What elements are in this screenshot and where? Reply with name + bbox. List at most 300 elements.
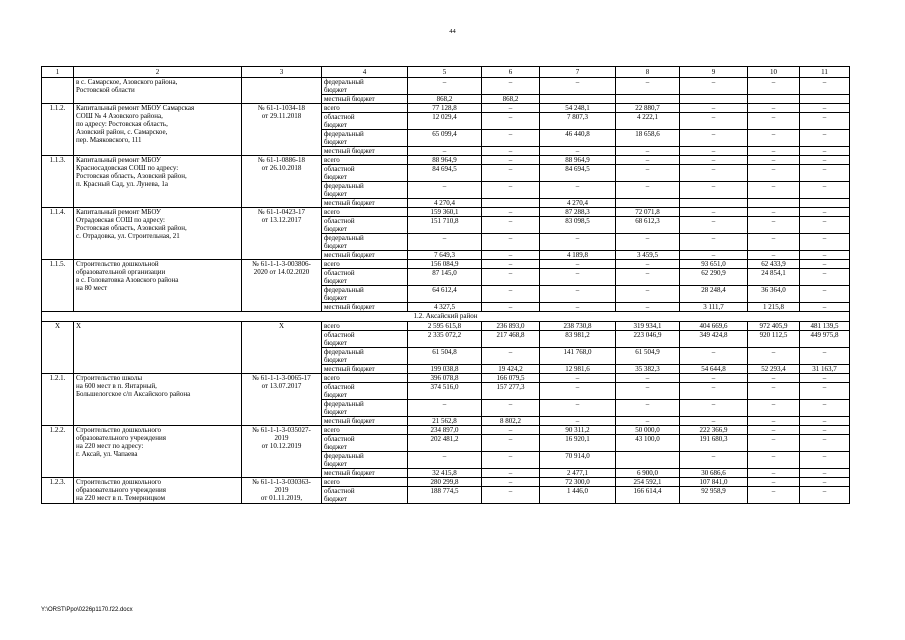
amount-cell: 31 163,7	[800, 365, 850, 374]
amount-cell: –	[540, 269, 616, 286]
amount-cell: –	[748, 156, 800, 165]
funding-source: местный бюджет	[322, 251, 408, 260]
amount-cell: –	[482, 469, 540, 478]
amount-cell: –	[540, 417, 616, 426]
table-row	[42, 104, 850, 113]
amount-cell: 90 311,2	[540, 426, 616, 435]
funding-source: федеральный бюджет	[322, 400, 408, 417]
amount-cell: –	[680, 78, 748, 95]
amount-cell: 166 079,5	[482, 374, 540, 383]
amount-cell: –	[748, 234, 800, 251]
amount-cell: –	[800, 156, 850, 165]
amount-cell: –	[540, 260, 616, 269]
amount-cell: 4 270,4	[540, 199, 616, 208]
amount-cell: 280 299,8	[408, 478, 482, 487]
amount-cell: 77 128,8	[408, 104, 482, 113]
item-number	[42, 78, 74, 104]
amount-cell: 159 360,1	[408, 208, 482, 217]
item-document	[242, 78, 322, 104]
table-row	[42, 78, 850, 95]
amount-cell: 32 415,8	[408, 469, 482, 478]
amount-cell: 83 981,2	[540, 331, 616, 348]
amount-cell: –	[482, 251, 540, 260]
section-title: 1.2. Аксайский район	[42, 312, 850, 322]
amount-cell: –	[748, 383, 800, 400]
item-number: 1.1.4.	[42, 208, 74, 260]
amount-cell: 374 516,0	[408, 383, 482, 400]
column-header: 11	[800, 67, 850, 78]
item-document: № 61-1-1-3-003806- 2020 от 14.02.2020	[242, 260, 322, 312]
amount-cell: 64 612,4	[408, 286, 482, 303]
amount-cell: 62 290,9	[680, 269, 748, 286]
amount-cell: 7 649,3	[408, 251, 482, 260]
amount-cell: 3 111,7	[680, 303, 748, 312]
item-number: 1.1.3.	[42, 156, 74, 208]
amount-cell: –	[482, 78, 540, 95]
amount-cell: –	[748, 147, 800, 156]
amount-cell: 4 222,1	[616, 113, 680, 130]
item-document: № 61-1-1-3-035027- 2019 от 10.12.2019	[242, 426, 322, 478]
amount-cell: –	[482, 104, 540, 113]
amount-cell: 62 433,9	[748, 260, 800, 269]
amount-cell: 54 248,1	[540, 104, 616, 113]
amount-cell: –	[616, 417, 680, 426]
amount-cell: 920 112,5	[748, 331, 800, 348]
amount-cell: 92 958,9	[680, 487, 748, 504]
amount-cell: –	[616, 383, 680, 400]
item-document: № 61-1-1034-18 от 29.11.2018	[242, 104, 322, 156]
amount-cell: 30 686,6	[680, 469, 748, 478]
amount-cell: –	[482, 217, 540, 234]
amount-cell: –	[482, 260, 540, 269]
amount-cell: –	[482, 156, 540, 165]
amount-cell: –	[800, 165, 850, 182]
amount-cell: 46 440,8	[540, 130, 616, 147]
amount-cell: 6 900,0	[616, 469, 680, 478]
amount-cell	[748, 95, 800, 104]
amount-cell: 93 651,0	[680, 260, 748, 269]
amount-cell: –	[680, 348, 748, 365]
amount-cell: 21 562,8	[408, 417, 482, 426]
amount-cell: –	[800, 469, 850, 478]
amount-cell: 396 078,8	[408, 374, 482, 383]
amount-cell: –	[482, 182, 540, 199]
amount-cell: –	[482, 130, 540, 147]
amount-cell: –	[800, 487, 850, 504]
funding-source: всего	[322, 478, 408, 487]
amount-cell: –	[482, 487, 540, 504]
item-name: Капитальный ремонт МБОУ Красносадовская СОШ по адресу: Ростовская область, Азовский район, п. Красный Сад, ул. Лунева, 1а	[74, 156, 242, 208]
item-number: 1.2.3.	[42, 478, 74, 504]
amount-cell: –	[616, 400, 680, 417]
amount-cell: 22 880,7	[616, 104, 680, 113]
amount-cell: –	[408, 400, 482, 417]
funding-source: всего	[322, 156, 408, 165]
amount-cell: –	[748, 182, 800, 199]
amount-cell: 217 468,8	[482, 331, 540, 348]
amount-cell: –	[680, 452, 748, 469]
amount-cell: –	[482, 208, 540, 217]
amount-cell: 868,2	[482, 95, 540, 104]
amount-cell: 68 612,3	[616, 217, 680, 234]
table-row	[42, 156, 850, 165]
funding-source: федеральный бюджет	[322, 182, 408, 199]
amount-cell	[748, 199, 800, 208]
amount-cell: –	[540, 374, 616, 383]
amount-cell: –	[540, 383, 616, 400]
funding-source: областной бюджет	[322, 217, 408, 234]
amount-cell	[616, 452, 680, 469]
amount-cell: –	[680, 156, 748, 165]
amount-cell: –	[680, 417, 748, 426]
amount-cell: –	[800, 383, 850, 400]
amount-cell: –	[540, 286, 616, 303]
amount-cell: –	[680, 165, 748, 182]
amount-cell: –	[680, 208, 748, 217]
item-name: Капитальный ремонт МБОУ Отрадовская СОШ по адресу: Ростовская область, Азовский район, с. Отрадовка, ул. Строительная, 21	[74, 208, 242, 260]
budget-table	[41, 66, 850, 504]
item-document: № 61-1-1-3-030363- 2019 от 01.11.2019,	[242, 478, 322, 504]
amount-cell: –	[616, 147, 680, 156]
amount-cell: –	[482, 113, 540, 130]
amount-cell: –	[616, 156, 680, 165]
amount-cell: 24 854,1	[748, 269, 800, 286]
funding-source: всего	[322, 322, 408, 331]
amount-cell: 28 248,4	[680, 286, 748, 303]
amount-cell: 50 000,0	[616, 426, 680, 435]
amount-cell: 157 277,3	[482, 383, 540, 400]
funding-source: областной бюджет	[322, 113, 408, 130]
item-name: Строительство дошкольной образовательной организации в с. Головатовка Азовского района на 80 мест	[74, 260, 242, 312]
amount-cell: –	[680, 400, 748, 417]
item-name: Строительство дошкольного образовательного учреждения на 220 мест по адресу: г. Аксай, ул. Чапаева	[74, 426, 242, 478]
amount-cell: 202 481,2	[408, 435, 482, 452]
amount-cell: –	[748, 78, 800, 95]
amount-cell: –	[616, 234, 680, 251]
amount-cell: 156 084,9	[408, 260, 482, 269]
amount-cell: –	[482, 286, 540, 303]
amount-cell: –	[800, 260, 850, 269]
amount-cell: –	[680, 374, 748, 383]
amount-cell: 43 100,0	[616, 435, 680, 452]
item-document: № 61-1-1-3-0065-17 от 13.07.2017	[242, 374, 322, 426]
amount-cell: –	[800, 234, 850, 251]
page-number: 44	[449, 28, 456, 35]
amount-cell: 191 680,3	[680, 435, 748, 452]
amount-cell: –	[800, 426, 850, 435]
amount-cell: –	[800, 130, 850, 147]
amount-cell	[800, 199, 850, 208]
amount-cell: 349 424,8	[680, 331, 748, 348]
amount-cell: –	[408, 182, 482, 199]
amount-cell: –	[800, 435, 850, 452]
amount-cell: 88 964,9	[540, 156, 616, 165]
amount-cell: –	[748, 104, 800, 113]
amount-cell: 61 504,8	[408, 348, 482, 365]
funding-source: областной бюджет	[322, 269, 408, 286]
amount-cell: –	[680, 113, 748, 130]
amount-cell: 83 098,5	[540, 217, 616, 234]
amount-cell: –	[800, 113, 850, 130]
amount-cell: –	[748, 113, 800, 130]
funding-source: областной бюджет	[322, 435, 408, 452]
item-name: Строительство дошкольного образовательного учреждения на 220 мест в п. Темерницком	[74, 478, 242, 504]
amount-cell: 87 288,3	[540, 208, 616, 217]
amount-cell: –	[680, 251, 748, 260]
column-header: 2	[74, 67, 242, 78]
funding-source: областной бюджет	[322, 487, 408, 504]
amount-cell: –	[482, 400, 540, 417]
amount-cell: 3 459,5	[616, 251, 680, 260]
funding-source: местный бюджет	[322, 303, 408, 312]
amount-cell: 65 099,4	[408, 130, 482, 147]
amount-cell: –	[748, 374, 800, 383]
amount-cell: –	[748, 130, 800, 147]
amount-cell: –	[748, 165, 800, 182]
funding-source: местный бюджет	[322, 469, 408, 478]
amount-cell: –	[748, 452, 800, 469]
amount-cell: 238 730,8	[540, 322, 616, 331]
amount-cell: –	[408, 452, 482, 469]
amount-cell: –	[680, 383, 748, 400]
amount-cell: 1 215,8	[748, 303, 800, 312]
amount-cell	[680, 199, 748, 208]
amount-cell: –	[748, 426, 800, 435]
amount-cell	[616, 199, 680, 208]
funding-source: местный бюджет	[322, 199, 408, 208]
funding-source: федеральный бюджет	[322, 286, 408, 303]
funding-source: местный бюджет	[322, 147, 408, 156]
funding-source: федеральный бюджет	[322, 78, 408, 95]
item-number: Х	[42, 322, 74, 374]
amount-cell: 8 802,2	[482, 417, 540, 426]
amount-cell: 4 189,8	[540, 251, 616, 260]
funding-source: областной бюджет	[322, 383, 408, 400]
amount-cell: 236 893,0	[482, 322, 540, 331]
funding-source: федеральный бюджет	[322, 348, 408, 365]
amount-cell: –	[748, 348, 800, 365]
amount-cell: –	[482, 452, 540, 469]
amount-cell: –	[540, 234, 616, 251]
amount-cell: 54 644,8	[680, 365, 748, 374]
amount-cell: 12 029,4	[408, 113, 482, 130]
amount-cell: 188 774,5	[408, 487, 482, 504]
table-row	[42, 374, 850, 383]
column-header: 1	[42, 67, 74, 78]
amount-cell: –	[680, 130, 748, 147]
amount-cell: 12 981,6	[540, 365, 616, 374]
item-name: Х	[74, 322, 242, 374]
amount-cell: –	[748, 217, 800, 234]
amount-cell: –	[616, 165, 680, 182]
column-header: 4	[322, 67, 408, 78]
amount-cell: 7 807,3	[540, 113, 616, 130]
amount-cell: –	[748, 208, 800, 217]
amount-cell: 254 592,1	[616, 478, 680, 487]
funding-source: местный бюджет	[322, 95, 408, 104]
funding-source: местный бюджет	[322, 365, 408, 374]
amount-cell: 166 614,4	[616, 487, 680, 504]
amount-cell: 151 710,8	[408, 217, 482, 234]
amount-cell: –	[800, 269, 850, 286]
column-header: 8	[616, 67, 680, 78]
amount-cell: –	[800, 374, 850, 383]
amount-cell: –	[800, 286, 850, 303]
amount-cell: –	[482, 348, 540, 365]
amount-cell: 36 364,0	[748, 286, 800, 303]
amount-cell: –	[800, 217, 850, 234]
amount-cell: 84 694,5	[408, 165, 482, 182]
amount-cell: –	[800, 303, 850, 312]
amount-cell: –	[482, 234, 540, 251]
item-name: в с. Самарское, Азовского района, Ростовской области	[74, 78, 242, 104]
amount-cell: 87 145,0	[408, 269, 482, 286]
funding-source: областной бюджет	[322, 165, 408, 182]
amount-cell: –	[680, 217, 748, 234]
amount-cell: –	[748, 487, 800, 504]
item-document: № 61-1-0423-17 от 13.12.2017	[242, 208, 322, 260]
amount-cell: 72 300,0	[540, 478, 616, 487]
item-name: Капитальный ремонт МБОУ Самарская СОШ № 4 Азовского района, по адресу: Ростовская область, Азовский район, с. Самарское, пер. Маяковского, 111	[74, 104, 242, 156]
column-header: 6	[482, 67, 540, 78]
amount-cell: –	[482, 269, 540, 286]
amount-cell	[616, 95, 680, 104]
amount-cell: –	[800, 208, 850, 217]
amount-cell: –	[540, 182, 616, 199]
item-number: 1.2.1.	[42, 374, 74, 426]
amount-cell: 481 139,5	[800, 322, 850, 331]
amount-cell: 72 071,8	[616, 208, 680, 217]
amount-cell: –	[800, 348, 850, 365]
amount-cell: 61 504,9	[616, 348, 680, 365]
item-number: 1.1.5.	[42, 260, 74, 312]
amount-cell: –	[800, 182, 850, 199]
item-number: 1.2.2.	[42, 426, 74, 478]
amount-cell: –	[482, 303, 540, 312]
column-header: 3	[242, 67, 322, 78]
amount-cell: –	[616, 269, 680, 286]
amount-cell: –	[540, 400, 616, 417]
amount-cell: 18 658,6	[616, 130, 680, 147]
amount-cell: –	[408, 234, 482, 251]
amount-cell: –	[800, 104, 850, 113]
amount-cell: 1 446,0	[540, 487, 616, 504]
funding-source: всего	[322, 104, 408, 113]
amount-cell: –	[680, 234, 748, 251]
amount-cell: 107 841,0	[680, 478, 748, 487]
amount-cell: –	[748, 400, 800, 417]
amount-cell: –	[800, 400, 850, 417]
amount-cell: –	[680, 182, 748, 199]
amount-cell: –	[800, 417, 850, 426]
funding-source: всего	[322, 374, 408, 383]
amount-cell: –	[800, 147, 850, 156]
item-name: Строительство школы на 600 мест в п. Янтарный, Большелогское с/п Аксайского района	[74, 374, 242, 426]
amount-cell: –	[748, 417, 800, 426]
amount-cell: –	[748, 435, 800, 452]
amount-cell: –	[800, 452, 850, 469]
amount-cell: 2 477,1	[540, 469, 616, 478]
amount-cell: –	[748, 251, 800, 260]
amount-cell: 19 424,2	[482, 365, 540, 374]
funding-source: местный бюджет	[322, 417, 408, 426]
amount-cell: –	[800, 251, 850, 260]
amount-cell: –	[748, 469, 800, 478]
funding-source: всего	[322, 260, 408, 269]
amount-cell: –	[408, 78, 482, 95]
amount-cell: –	[616, 374, 680, 383]
amount-cell: –	[680, 104, 748, 113]
amount-cell: 234 897,0	[408, 426, 482, 435]
table-row	[42, 426, 850, 435]
amount-cell: 141 768,0	[540, 348, 616, 365]
table-row	[42, 322, 850, 331]
amount-cell: –	[540, 78, 616, 95]
amount-cell: –	[482, 478, 540, 487]
amount-cell: –	[540, 303, 616, 312]
item-number: 1.1.2.	[42, 104, 74, 156]
amount-cell: 16 920,1	[540, 435, 616, 452]
amount-cell: 4 327,5	[408, 303, 482, 312]
amount-cell: 4 270,4	[408, 199, 482, 208]
amount-cell: 972 405,9	[748, 322, 800, 331]
amount-cell	[540, 95, 616, 104]
amount-cell: –	[616, 286, 680, 303]
amount-cell: –	[616, 260, 680, 269]
amount-cell: 88 964,9	[408, 156, 482, 165]
amount-cell: 2 335 072,2	[408, 331, 482, 348]
file-path-footer: Y:\ORST\Ppo\0226p1170.f22.docx	[41, 607, 133, 613]
amount-cell: 222 366,9	[680, 426, 748, 435]
funding-source: всего	[322, 426, 408, 435]
table-row	[42, 478, 850, 487]
amount-cell: –	[616, 78, 680, 95]
amount-cell: –	[482, 426, 540, 435]
amount-cell: 223 046,9	[616, 331, 680, 348]
amount-cell: 199 038,8	[408, 365, 482, 374]
column-header: 9	[680, 67, 748, 78]
amount-cell: –	[680, 147, 748, 156]
column-header: 5	[408, 67, 482, 78]
funding-source: всего	[322, 208, 408, 217]
amount-cell: 404 669,6	[680, 322, 748, 331]
funding-source: областной бюджет	[322, 331, 408, 348]
amount-cell: –	[482, 165, 540, 182]
column-header: 10	[748, 67, 800, 78]
amount-cell: 84 694,5	[540, 165, 616, 182]
amount-cell: 319 934,1	[616, 322, 680, 331]
amount-cell: –	[748, 478, 800, 487]
item-document: Х	[242, 322, 322, 374]
amount-cell: –	[540, 147, 616, 156]
amount-cell: 2 595 615,8	[408, 322, 482, 331]
funding-source: федеральный бюджет	[322, 130, 408, 147]
amount-cell: 35 382,3	[616, 365, 680, 374]
amount-cell: –	[616, 182, 680, 199]
table-row	[42, 208, 850, 217]
amount-cell: –	[482, 435, 540, 452]
amount-cell: –	[800, 78, 850, 95]
column-header: 7	[540, 67, 616, 78]
funding-source: федеральный бюджет	[322, 452, 408, 469]
amount-cell: 70 914,0	[540, 452, 616, 469]
amount-cell: –	[482, 147, 540, 156]
amount-cell	[800, 95, 850, 104]
amount-cell: 52 293,4	[748, 365, 800, 374]
amount-cell: –	[800, 478, 850, 487]
amount-cell	[482, 199, 540, 208]
amount-cell	[680, 95, 748, 104]
